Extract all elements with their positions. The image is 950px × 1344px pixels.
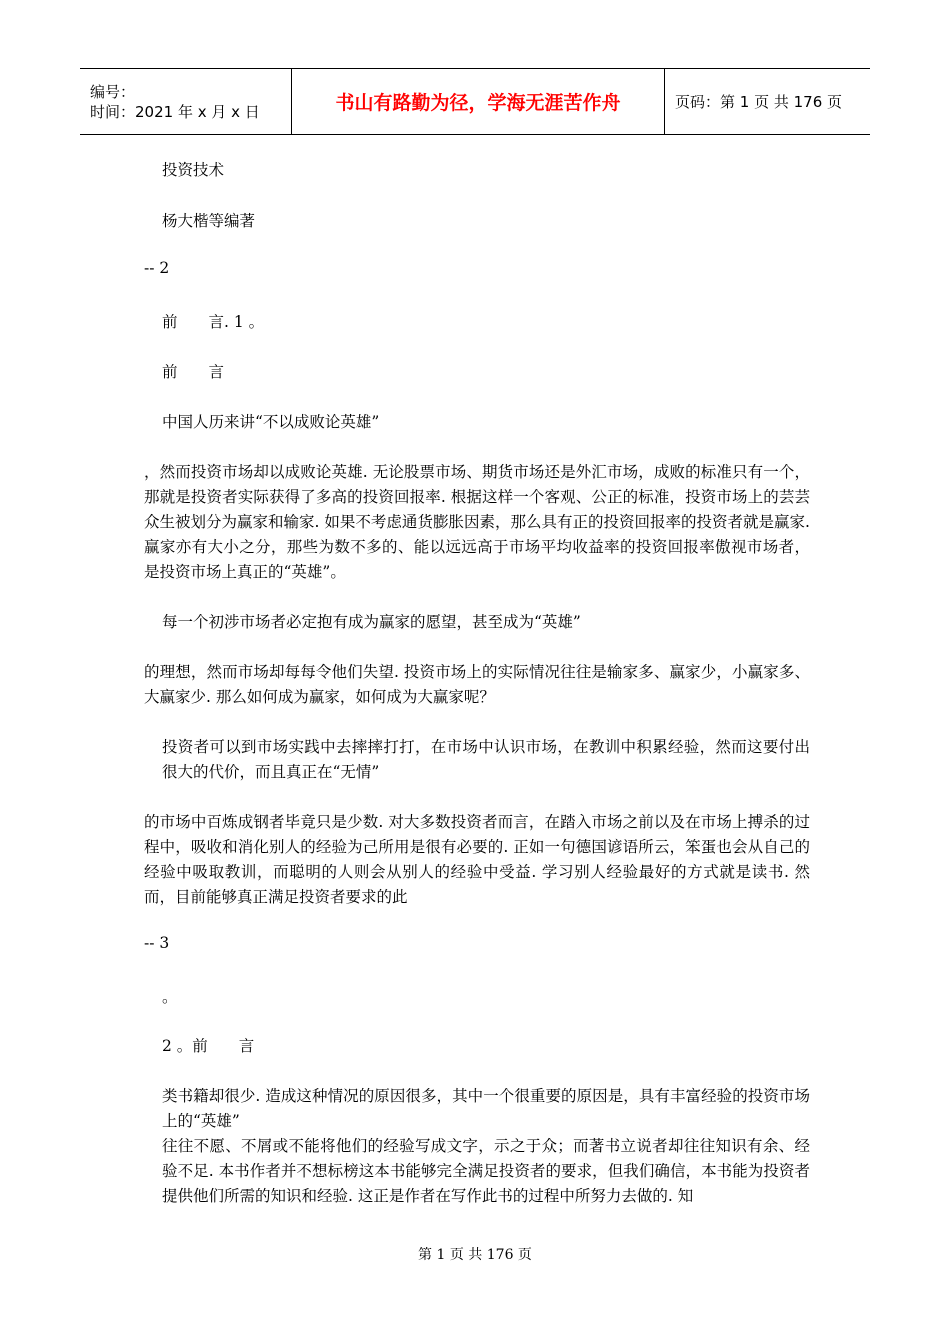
paragraph-7: 类书籍却很少. 造成这种情况的原因很多，其中一个很重要的原因是，具有丰富经验的投资市场上的“英雄” bbox=[162, 1087, 810, 1130]
toc-entry-2: 2 。前 言 bbox=[162, 1037, 255, 1055]
paragraph-3: 每一个初涉市场者必定抱有成为赢家的愿望，甚至成为“英雄” bbox=[162, 613, 581, 631]
toc-entry-preface: 前 言. 1 。 bbox=[162, 313, 265, 331]
section-heading: 前 言 bbox=[162, 363, 225, 381]
page-marker-2: -- 2 bbox=[144, 259, 170, 277]
doc-author: 杨大楷等编著 bbox=[162, 212, 256, 230]
paragraph-5: 投资者可以到市场实践中去摔摔打打，在市场中认识市场，在教训中积累经验，然而这要付出很大的代价，而且真正在“无情” bbox=[162, 738, 810, 781]
paragraph-4: 的理想，然而市场却每每令他们失望. 投资市场上的实际情况往往是输家多、赢家少，小赢家多、大赢家少. 那么如何成为赢家，如何成为大赢家呢？ bbox=[144, 663, 810, 706]
page-footer: 第 1 页 共 176 页 bbox=[418, 1247, 532, 1263]
header-page-info: 页码：第 1 页 共 176 页 bbox=[665, 69, 871, 135]
stray-period: 。 bbox=[162, 988, 178, 1006]
paragraph-2: ，然而投资市场却以成败论英雄. 无论股票市场、期货市场还是外汇市场，成败的标准只有一个，那就是投资者实际获得了多高的投资回报率. 根据这样一个客观、公正的标准，投资市场上的芸芸众生被划分为赢家和输家. 如果不考虑通货膨胀因素，那么具有正的投资回报率的投资者就是赢家. 赢家亦有大小之分，那些为数不多的、能以远远高于市场平均收益率的投资回报率傲视市场者，是投资市场上真正的“英雄”。 bbox=[144, 463, 810, 581]
paragraph-1: 中国人历来讲“不以成败论英雄” bbox=[162, 413, 380, 431]
doc-title: 投资技术 bbox=[162, 161, 225, 179]
paragraph-6: 的市场中百炼成钢者毕竟只是少数. 对大多数投资者而言，在踏入市场之前以及在市场上搏杀的过程中，吸收和消化别人的经验为己所用是很有必要的. 正如一句德国谚语所云，笨蛋也会从自己的经验中吸取教训，而聪明的人则会从别人的经验中受益. 学习别人经验最好的方式就是读书. 然而，目前能够真正满足投资者要求的此 bbox=[144, 813, 810, 906]
time-label: 时间：2021 年 x 月 x 日 bbox=[90, 102, 260, 121]
page-marker-3: -- 3 bbox=[144, 934, 170, 952]
number-label: 编号： bbox=[90, 82, 136, 101]
paragraph-8: 往往不愿、不屑或不能将他们的经验写成文字，示之于众；而著书立说者却往往知识有余、经验不足. 本书作者并不想标榜这本书能够完全满足投资者的要求，但我们确信，本书能为投资者提供他们所需的知识和经验. 这正是作者在写作此书的过程中所努力去做的. 知 bbox=[162, 1137, 810, 1205]
header-motto: 书山有路勤为径，学海无涯苦作舟 bbox=[292, 69, 665, 135]
header-left-cell bbox=[80, 69, 292, 135]
page-header bbox=[80, 68, 870, 135]
